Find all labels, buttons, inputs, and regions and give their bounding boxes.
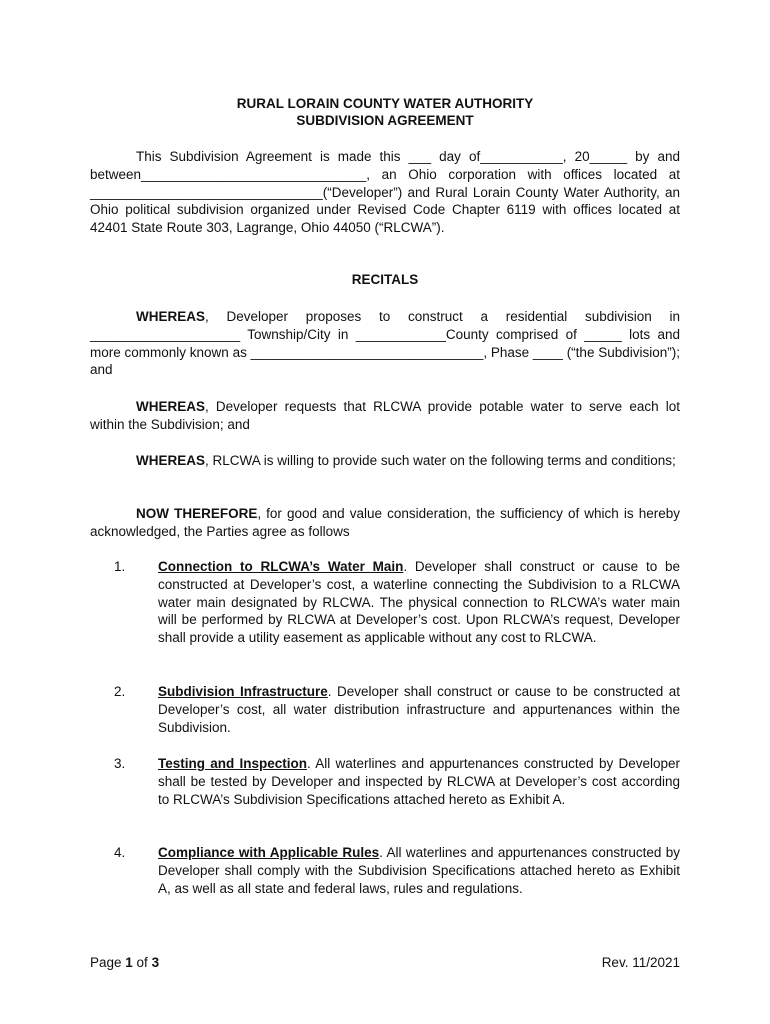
intro-paragraph (90, 148, 680, 237)
now-therefore-paragraph (90, 505, 680, 541)
document-title: RURAL LORAIN COUNTY WATER AUTHORITY (236, 96, 534, 111)
page-label: Page (90, 955, 126, 970)
item-heading: Subdivision Infrastructure (158, 684, 328, 699)
item-text: . All waterlines and appurtenances constructed by Developer shall comply with the Subdivision Specifications attached hereto as Exhibit A, as well as all state and federal laws, rules and regulations. (158, 845, 680, 896)
item-text: . Developer shall construct or cause to be constructed at Developer’s cost, all water distribution infrastructure and appurtenances within the Subdivision. (158, 684, 680, 735)
page-of-label: of (132, 955, 152, 970)
now-therefore-text: , for good and value consideration, the sufficiency of which is hereby acknowledged, the Parties agree as follows (90, 506, 681, 539)
whereas-paragraph-3 (90, 452, 680, 470)
whereas-lead: WHEREAS (136, 399, 206, 414)
item-heading: Compliance with Applicable Rules (158, 845, 380, 860)
whereas-text: , Developer proposes to construct a residential subdivision in ____________________ Township/City in ____________County comprised of _____ lots and more commonly known as _______________________________, Phase ____ (“the Subdivision”); and (90, 309, 680, 378)
item-text: . All waterlines and appurtenances constructed by Developer shall be tested by Developer and inspected by RLCWA at Developer’s cost according to RLCWA’s Subdivision Specifications attached hereto as Exhibit A. (158, 756, 680, 807)
whereas-text: , Developer requests that RLCWA provide potable water to serve each lot within the Subdivision; and (90, 399, 680, 432)
whereas-lead: WHEREAS (136, 453, 206, 468)
whereas-paragraph-1 (90, 308, 680, 379)
item-number: 1. (114, 559, 126, 574)
document-subtitle: SUBDIVISION AGREEMENT (296, 113, 474, 128)
current-page: 1 (125, 955, 133, 970)
whereas-text: , RLCWA is willing to provide such water on the following terms and conditions; (205, 453, 676, 468)
item-number: 3. (114, 756, 126, 771)
item-heading: Testing and Inspection (158, 756, 308, 771)
whereas-paragraph-2 (90, 398, 680, 434)
revision-date: Rev. 11/2021 (601, 955, 680, 970)
recitals-heading: RECITALS (351, 272, 419, 287)
page-number (90, 955, 159, 970)
now-therefore-lead: NOW THEREFORE (136, 506, 258, 521)
item-text: . Developer shall construct or cause to be constructed at Developer’s cost, a waterline connecting the Subdivision to a RLCWA water main designated by RLCWA. The physical connection to RLCWA’s water main will be performed by RLCWA at Developer’s cost. Upon RLCWA’s request, Developer shall provide a utility easement as applicable without any cost to RLCWA. (158, 559, 680, 646)
intro-text: This Subdivision Agreement is made this ___ day of___________, 20_____ by and between______________________________, an Ohio corporation with offices located at _______________________________(“Developer”) and Rural Lorain County Water Authority, an Ohio political subdivision organized under Revised Code Chapter 6119 with offices located at 42401 State Route 303, Lagrange, Ohio 44050 (“RLCWA”). (90, 149, 680, 236)
total-pages: 3 (151, 955, 160, 970)
item-heading: Connection to RLCWA’s Water Main (158, 559, 404, 574)
item-number: 4. (114, 845, 126, 860)
item-number: 2. (114, 684, 126, 699)
whereas-lead: WHEREAS (136, 309, 206, 324)
